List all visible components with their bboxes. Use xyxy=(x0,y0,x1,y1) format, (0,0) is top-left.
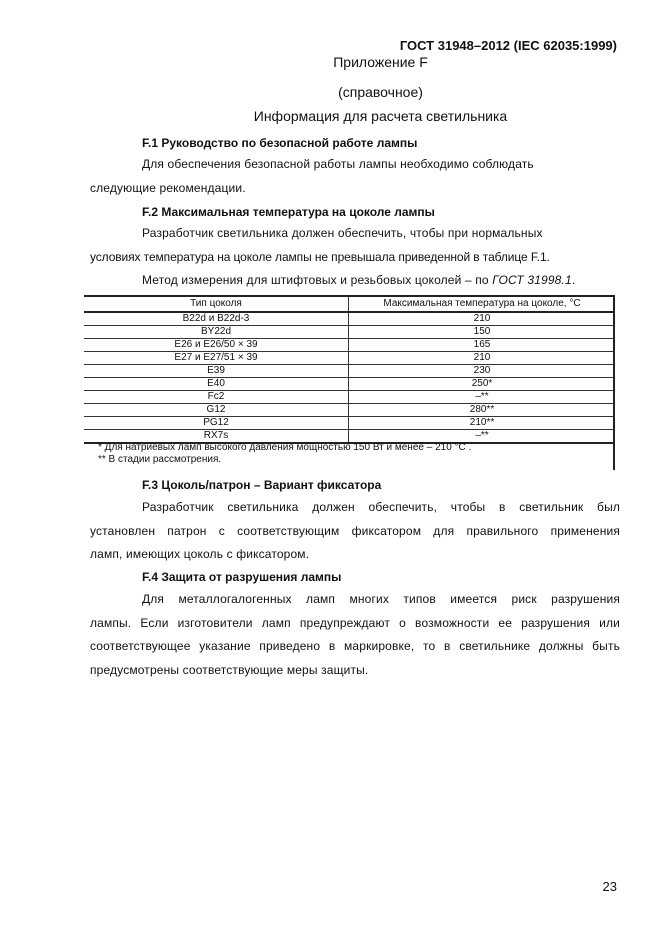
table-row: E39 230 xyxy=(84,365,615,378)
table-header-row xyxy=(84,296,615,312)
section-f3-line3: ламп, имеющих цоколь с фиксатором. xyxy=(90,547,310,561)
table-row: PG12 210** xyxy=(84,417,615,430)
table-row: E40 250* xyxy=(84,378,615,391)
section-f1-text xyxy=(90,153,620,200)
section-f3-line2: установлен патрон с соответствующим фиксатором для правильного применения xyxy=(90,523,620,538)
section-f1-title: F.1 Руководство по безопасной работе лампы xyxy=(142,136,418,150)
table-row: E27 и E27/51 × 39 210 xyxy=(84,352,615,365)
section-f4-line4: предусмотрены соответствующие меры защиты. xyxy=(90,662,369,677)
table-header-base-type: Тип цоколя xyxy=(84,296,349,312)
section-f2-line3: Метод измерения для штифтовых и резьбовых цоколей – по ГОСТ 31998.1. xyxy=(142,273,576,287)
section-f2-text xyxy=(90,222,620,293)
standard-reference: ГОСТ 31998.1 xyxy=(492,273,572,287)
table-note-1: * Для натриевых ламп высокого давления мощностью 150 Вт и менее – 210 °С . xyxy=(98,442,472,453)
annex-title: Приложение F xyxy=(333,54,428,70)
annex-heading: Информация для расчета светильника xyxy=(253,108,508,124)
section-f1-line1: Для обеспечения безопасной работы лампы необходимо соблюдать xyxy=(142,157,534,171)
table-border xyxy=(613,295,615,470)
section-f1-line2: следующие рекомендации. xyxy=(90,180,246,195)
section-f3-title: F.3 Цоколь/патрон – Вариант фиксатора xyxy=(142,478,382,492)
annex-subtitle: (справочное) xyxy=(338,84,423,100)
section-f2-line2: условиях температура на цоколе лампы не превышала приведенной в таблице F.1. xyxy=(90,249,550,264)
section-f4-line2: лампы. Если изготовители ламп предупреждают о возможности ее разрушения или xyxy=(90,615,620,630)
table-row: Fc2 –** xyxy=(84,391,615,404)
section-f4-text xyxy=(90,588,620,682)
table-row: B22d и B22d-3 210 xyxy=(84,312,615,326)
temperature-table xyxy=(84,295,615,444)
document-code: ГОСТ 31948–2012 (IEC 62035:1999) xyxy=(399,38,617,53)
table-header-max-temp: Максимальная температура на цоколе, °С xyxy=(349,296,616,312)
section-f2-title: F.2 Максимальная температура на цоколе лампы xyxy=(142,205,435,219)
page-number: 23 xyxy=(602,879,617,894)
table-notes xyxy=(98,442,471,465)
section-f4-line1: Для металлогалогенных ламп многих типов имеется риск разрушения xyxy=(142,592,620,606)
lamp-base-table xyxy=(84,295,615,470)
table-row: E26 и E26/50 × 39 165 xyxy=(84,339,615,352)
table-row: G12 280** xyxy=(84,404,615,417)
table-row: RX7s –** xyxy=(84,430,615,444)
table-row: BY22d 150 xyxy=(84,326,615,339)
section-f4-title: F.4 Защита от разрушения лампы xyxy=(142,570,342,584)
section-f3-text xyxy=(90,496,620,567)
table-note-2: ** В стадии рассмотрения. xyxy=(98,453,222,465)
section-f4-line3: соответствующее указание приведено в маркировке, то в светильнике должны быть xyxy=(90,639,620,653)
section-f3-line1: Разработчик светильника должен обеспечить, чтобы в светильник был xyxy=(142,500,620,514)
section-f2-line1: Разработчик светильника должен обеспечить, чтобы при нормальных xyxy=(142,226,543,240)
